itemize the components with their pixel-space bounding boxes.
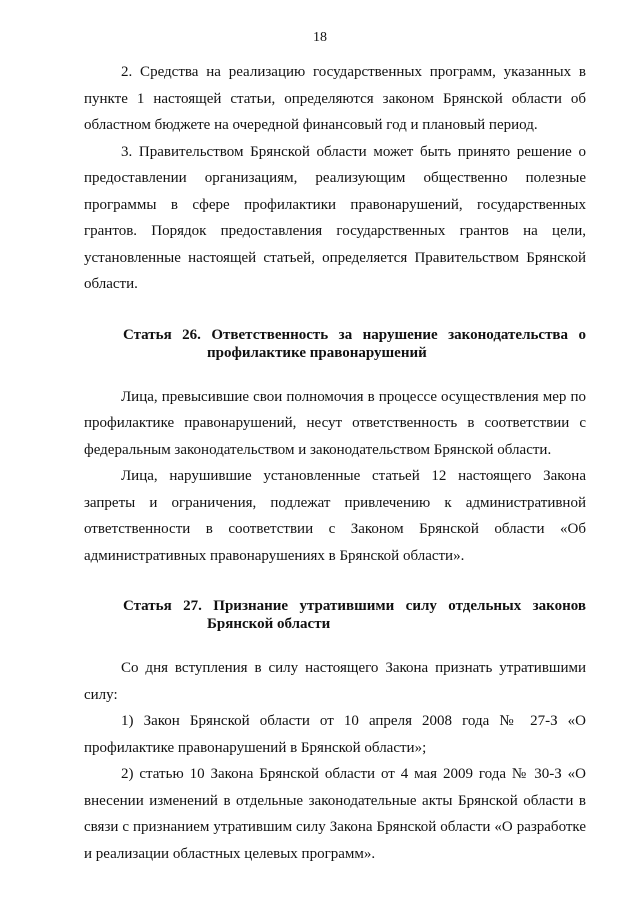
article-26-heading: Статья 26. Ответственность за нарушение законодательства о профилактике правонарушений (123, 326, 586, 361)
paragraph-2: 2. Средства на реализацию государственных программ, указанных в пункте 1 настоящей статьи, определяются законом Брянской области об областном бюджете на очередной финансовый год и плановый период. (84, 64, 586, 133)
page-number: 18 (313, 30, 327, 45)
article-27-paragraph-1: Со дня вступления в силу настоящего Закона признать утратившими силу: (84, 660, 586, 703)
article-27-item-2: 2) статью 10 Закона Брянской области от 4 мая 2009 года № 30-З «О внесении изменений в отдельные законодательные акты Брянской области в связи с признанием утратившим силу Закона Брянской области «О разработке и реализации областных целевых программ». (84, 766, 586, 862)
article-26-paragraph-1: Лица, превысившие свои полномочия в процессе осуществления мер по профилактике правонарушений, несут ответственность в соответствии с федеральным законодательством и законодательством Брянской области. (84, 388, 586, 458)
spacer (84, 298, 586, 326)
spacer (84, 633, 586, 655)
paragraph-3: 3. Правительством Брянской области может быть принято решение о предоставлении организациям, реализующим общественно полезные программы в сфере профилактики правонарушений, государственных грантов. Порядок предоставления государственных грантов на цели, установленные настоящей статьей, определяется Правительством Брянской области. (84, 143, 586, 292)
spacer (84, 362, 586, 384)
article-27-item-1: 1) Закон Брянской области от 10 апреля 2008 года № 27-З «О профилактике правонарушений в Брянской области»; (84, 713, 586, 756)
article-27-heading: Статья 27. Признание утратившими силу отдельных законов Брянской области (123, 598, 586, 632)
spacer (84, 569, 586, 597)
document-body (84, 59, 586, 867)
article-26-paragraph-2: Лица, нарушившие установленные статьей 12 настоящего Закона запреты и ограничения, подлежат привлечению к административной ответственности в соответствии с Законом Брянской области «Об административных правонарушениях в Брянской области». (84, 468, 586, 564)
